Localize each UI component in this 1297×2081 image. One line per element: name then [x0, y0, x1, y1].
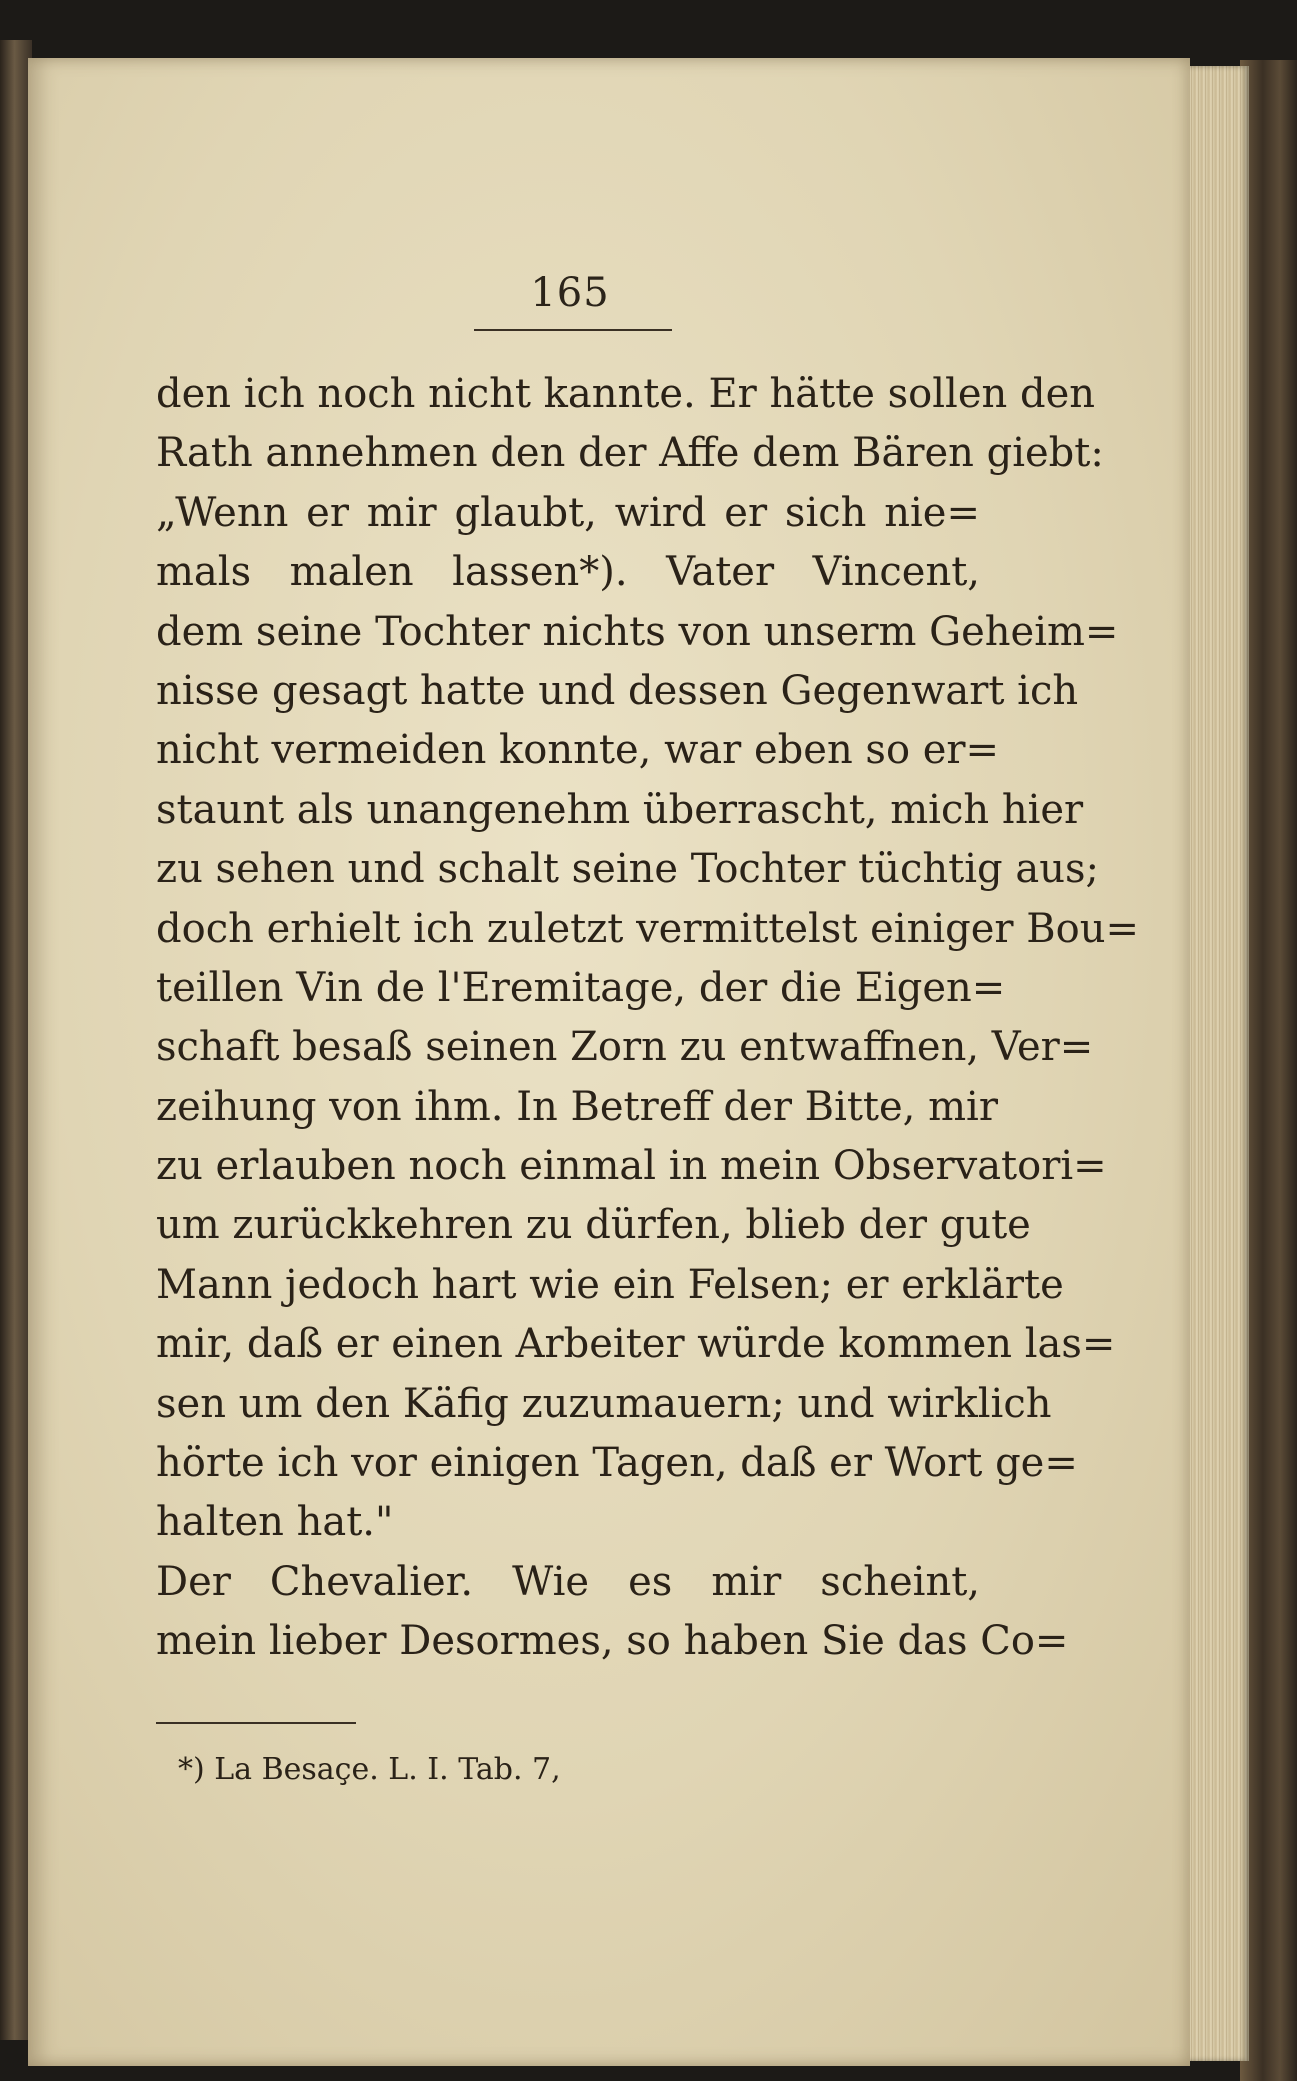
footnote: *) La Besaçe. L. I. Tab. 7, [178, 1752, 561, 1787]
page-edges [1185, 66, 1249, 2061]
text-line: zu sehen und schalt seine Tochter tüchtig aus; [156, 846, 1099, 893]
text-line: mir, daß er einen Arbeiter würde kommen las= [156, 1321, 1116, 1368]
page-number: 165 [530, 270, 610, 316]
text-line: halten hat." [156, 1499, 394, 1546]
text-line: „Wenn er mir glaubt, wird er sich nie= [156, 489, 980, 536]
body-text [156, 365, 1140, 1672]
text-line: nisse gesagt hatte und dessen Gegenwart ich [156, 667, 1079, 714]
page-header [470, 270, 670, 316]
header-rule [474, 329, 672, 331]
text-line: Mann jedoch hart wie ein Felsen; er erklärte [156, 1261, 1064, 1308]
text-line: den ich noch nicht kannte. Er hätte sollen den [156, 371, 1096, 417]
text-line: zu erlauben noch einmal in mein Observatori= [156, 1143, 1107, 1190]
text-line: doch erhielt ich zuletzt vermittelst einiger Bou= [156, 905, 1140, 952]
text-line: dem seine Tochter nichts von unserm Geheim= [156, 608, 1119, 655]
text-line: Rath annehmen den der Affe dem Bären giebt: [156, 430, 1104, 477]
text-line: schaft besaß seinen Zorn zu entwaffnen, Ver= [156, 1024, 1094, 1071]
text-line: teillen Vin de l'Eremitage, der die Eigen= [156, 964, 1006, 1011]
text-line: mals malen lassen*). Vater Vincent, [156, 549, 980, 596]
text-line: zeihung von ihm. In Betreff der Bitte, mir [156, 1083, 998, 1130]
text-line: nicht vermeiden konnte, war eben so er= [156, 727, 1000, 774]
text-line: hörte ich vor einigen Tagen, daß er Wort ge= [156, 1440, 1078, 1487]
footnote-rule [156, 1722, 356, 1724]
text-line: mein lieber Desormes, so haben Sie das Co= [156, 1618, 1069, 1665]
text-line: um zurückkehren zu dürfen, blieb der gute [156, 1202, 1031, 1249]
text-line: sen um den Käfig zuzumauern; und wirklich [156, 1380, 1052, 1427]
text-line: staunt als unangenehm überrascht, mich hier [156, 786, 1084, 833]
text-line: Der Chevalier. Wie es mir scheint, [156, 1558, 980, 1605]
